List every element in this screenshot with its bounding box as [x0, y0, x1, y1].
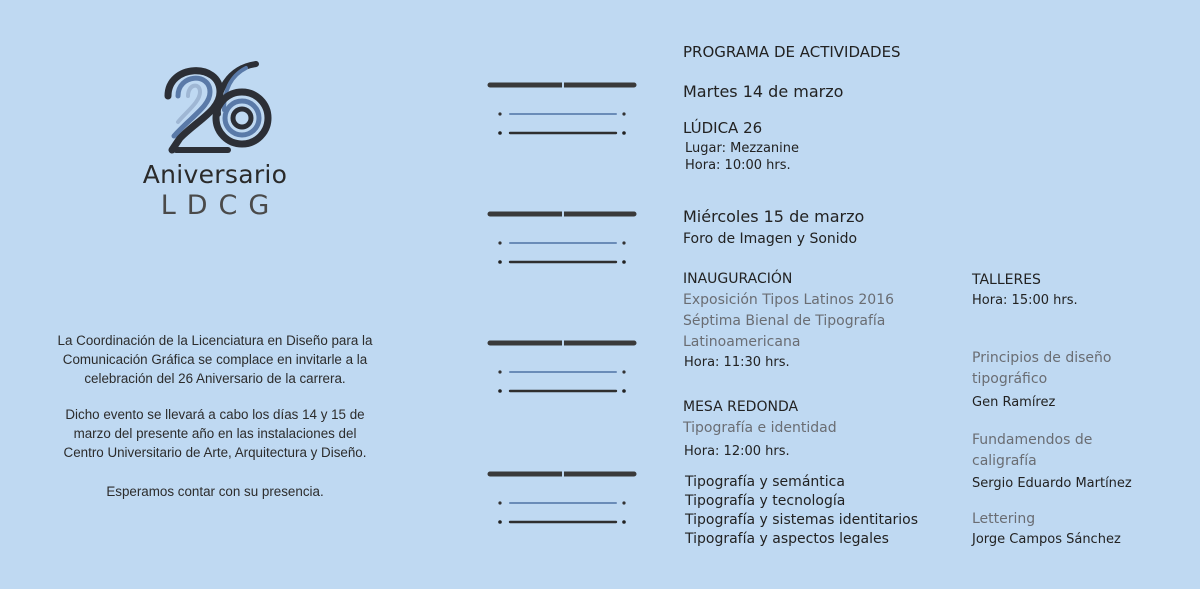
round-table-talk: Tipografía y tecnología: [685, 493, 846, 509]
round-table-talk: Tipografía y aspectos legales: [685, 531, 889, 547]
day2-date: Miércoles 15 de marzo: [683, 207, 865, 226]
logo-title: Aniversario: [142, 160, 288, 189]
workshop-name-line: Principios de diseño: [972, 350, 1112, 366]
program-heading: PROGRAMA DE ACTIVIDADES: [683, 43, 901, 61]
workshop-instructor: Jorge Campos Sánchez: [972, 532, 1121, 547]
binding-rings-icon: [486, 336, 638, 398]
round-table-title: MESA REDONDA: [683, 399, 799, 415]
text-line: Esperamos contar con su presencia.: [106, 484, 324, 499]
inauguration-line: Séptima Bienal de Tipografía: [683, 313, 886, 329]
workshop-name-line: Fundamendos de: [972, 432, 1093, 448]
text-line: Dicho evento se llevará a cabo los días 14 y 15 de: [65, 407, 365, 422]
day1-event-title: LÚDICA 26: [683, 119, 763, 137]
workshop-name-line: caligrafía: [972, 453, 1037, 469]
text-line: celebración del 26 Aniversario de la carrera.: [84, 371, 346, 386]
workshop-name-line: Lettering: [972, 511, 1036, 527]
workshop-instructor: Sergio Eduardo Martínez: [972, 476, 1132, 491]
text-line: La Coordinación de la Licenciatura en Diseño para la: [57, 333, 373, 348]
day1-date: Martes 14 de marzo: [683, 82, 844, 101]
invitation-paragraph-1: [20, 331, 410, 388]
inauguration-time: Hora: 11:30 hrs.: [684, 355, 790, 370]
inauguration-line: Exposición Tipos Latinos 2016: [683, 292, 895, 308]
text-line: Centro Universitario de Arte, Arquitectura y Diseño.: [63, 445, 367, 460]
workshops-title: TALLERES: [972, 272, 1041, 288]
workshop-instructor: Gen Ramírez: [972, 395, 1056, 410]
anniversary-26-logo-icon: [158, 58, 274, 158]
workshops-time: Hora: 15:00 hrs.: [972, 293, 1078, 308]
binding-rings-icon: [486, 78, 638, 140]
round-table-time: Hora: 12:00 hrs.: [684, 444, 790, 459]
invitation-paragraph-2: [20, 405, 410, 462]
workshop-name-line: tipográfico: [972, 371, 1048, 387]
day1-place: Lugar: Mezzanine: [685, 141, 800, 156]
day1-time: Hora: 10:00 hrs.: [685, 158, 791, 173]
round-table-talk: Tipografía y semántica: [685, 474, 845, 490]
binding-rings-icon: [486, 207, 638, 269]
round-table-topic: Tipografía e identidad: [683, 420, 837, 436]
text-line: Comunicación Gráfica se complace en invitarle a la: [62, 352, 368, 367]
inauguration-title: INAUGURACIÓN: [683, 271, 793, 287]
day2-subtitle: Foro de Imagen y Sonido: [683, 231, 858, 247]
inauguration-line: Latinoamericana: [683, 334, 801, 350]
logo-subtitle: LDCG: [160, 190, 281, 221]
text-line: marzo del presente año en las instalaciones del: [73, 426, 357, 441]
invitation-closing: [20, 482, 410, 501]
binding-rings-icon: [486, 467, 638, 529]
round-table-talk: Tipografía y sistemas identitarios: [685, 512, 919, 528]
